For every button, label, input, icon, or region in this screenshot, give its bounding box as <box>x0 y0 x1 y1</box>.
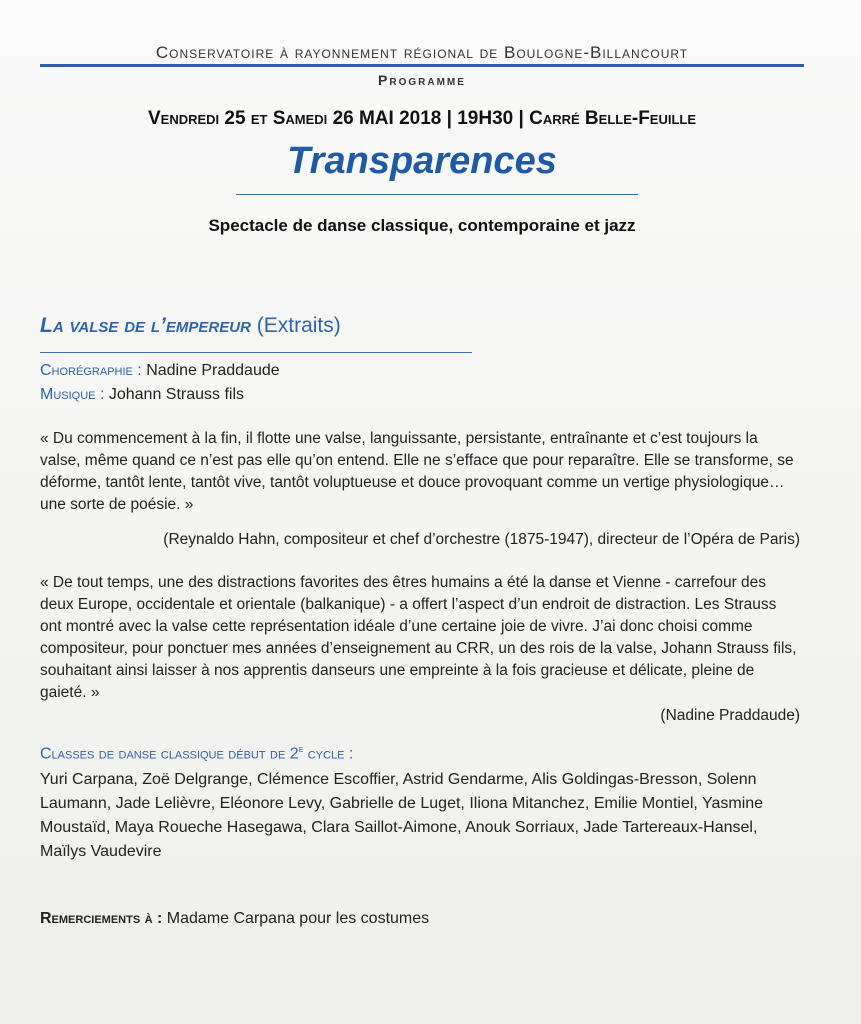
music-label: Musique <box>40 386 96 403</box>
choreography-separator: : <box>132 362 147 379</box>
classes-title-superscript: e <box>298 744 304 755</box>
header-rule <box>40 64 804 67</box>
title-rule <box>236 194 638 195</box>
attribution-praddaude: (Nadine Praddaude) <box>660 707 800 724</box>
classes-title-end: cycle : <box>303 745 354 763</box>
music-credit <box>40 386 244 404</box>
quote-praddaude: « De tout temps, une des distractions favorites des êtres humains a été la danse et Vienne - carrefour des deux Europe, occidentale et orientale (balkanique) - a offert l’aspect d’un endroit de distraction. Les Strauss ont montré avec la valse cette représentation idéale d’une certaine joie de vivre. J’ai donc choisi comme compositeur, pour ponctuer mes années d’enseignement au CRR, un des rois de la valse, Johann Strauss fils, souhaitant ainsi laisser à nos apprentis danseurs une empreinte à la fois gracieuse et délicate, pleine de gaieté. » <box>40 574 797 701</box>
music-value: Johann Strauss fils <box>108 386 245 403</box>
thanks-line <box>40 910 429 928</box>
program-sheet <box>40 0 804 1024</box>
piece-title-extra: (Extraits) <box>250 314 341 337</box>
show-title: Transparences <box>287 140 557 182</box>
thanks-value: Madame Carpana pour les costumes <box>162 910 430 927</box>
show-subtitle: Spectacle de danse classique, contemporaine et jazz <box>208 216 636 235</box>
classes-title <box>40 744 353 763</box>
attribution-hahn: (Reynaldo Hahn, compositeur et chef d’orchestre (1875-1947), directeur de l’Opéra de Paris) <box>163 531 800 548</box>
choreography-label: Chorégraphie <box>40 362 133 379</box>
dancers-list: Yuri Carpana, Zoë Delgrange, Clémence Escoffier, Astrid Gendarme, Alis Goldingas-Bresson, Solenn Laumann, Jade Lelièvre, Eléonore Levy, Gabrielle de Luget, Iliona Mitanchez, Emilie Montiel, Yasmine Moustaïd, Maya Roueche Hasegawa, Clara Saillot-Aimone, Anouk Sorriaux, Jade Tartereaux-Hansel, Maïlys Vaudevire <box>40 771 764 860</box>
programme-label: Programme <box>378 72 466 88</box>
event-dateline: Vendredi 25 et Samedi 26 MAI 2018 | 19H30 | Carré Belle-Feuille <box>147 108 697 129</box>
quote-hahn: « Du commencement à la fin, il flotte une valse, languissante, persistante, entraînante et c’est toujours la valse, même quand ce n’est pas elle qu’on entend. Elle ne s’efface que pour reparaître. Elle se transforme, se déforme, tantôt lente, tantôt vive, tantôt voluptueuse et douce provoquant comme un vertige physiologique… une sorte de poésie. » <box>40 430 794 513</box>
piece-title: La valse de l’empereur <box>40 314 251 337</box>
classes-title-main: Classes de danse classique début de 2 <box>40 745 299 763</box>
choreography-credit <box>40 362 280 380</box>
section-title <box>40 314 341 338</box>
thanks-label: Remerciements à : <box>40 910 163 927</box>
music-separator: : <box>95 386 109 403</box>
institution-name: Conservatoire à rayonnement régional de Boulogne-Billancourt <box>155 43 689 62</box>
section-rule <box>40 352 472 353</box>
choreography-value: Nadine Praddaude <box>146 362 280 379</box>
